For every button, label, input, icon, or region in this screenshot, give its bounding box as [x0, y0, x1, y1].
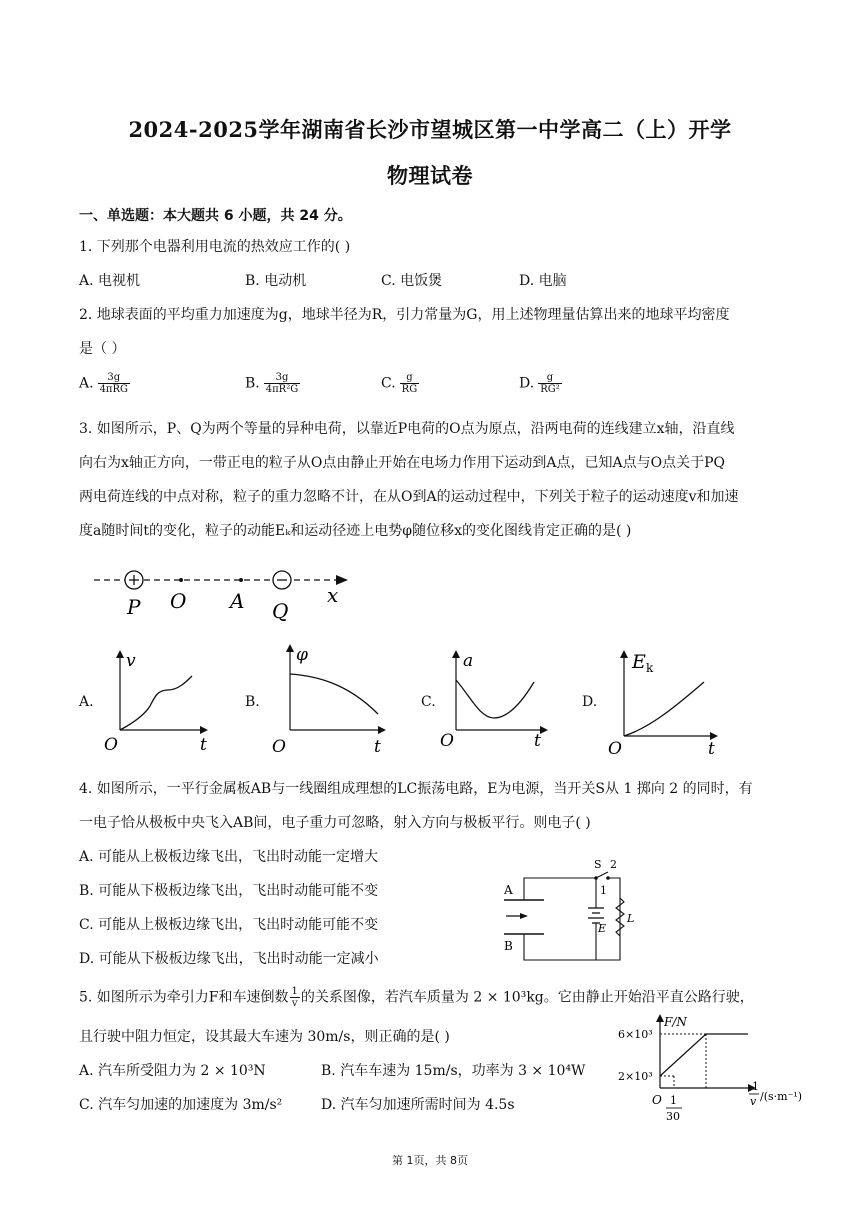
denominator: RG²: [540, 384, 560, 395]
question-1-option-b: B. 电动机: [245, 273, 307, 289]
graph-a-y-label: v: [126, 651, 136, 671]
graph-y-tick-high: 6×10³: [618, 1028, 653, 1041]
question-4-option-a: A. 可能从上极板边缘飞出，飞出时动能一定增大: [79, 849, 379, 865]
fig-label-1: 1: [600, 884, 607, 897]
graph-c-acceleration-time: [438, 646, 554, 752]
question-1-option-d: D. 电脑: [519, 273, 567, 289]
graph-y-axis-label: F/N: [664, 1015, 687, 1029]
denominator: RG: [401, 384, 418, 395]
graph-d-y-label: E: [632, 651, 646, 673]
page-footer: 第 1页，共 8页: [392, 1154, 468, 1167]
graph-d-y-subscript: k: [646, 661, 654, 675]
graph-c-label: C.: [421, 694, 436, 710]
label-a: A: [230, 589, 245, 613]
option-label: B.: [245, 375, 260, 392]
fig-label-s: S: [594, 858, 602, 871]
question-3-line3: 两电荷连线的中点对称，粒子的重力忽略不计，在从O到A的运动过程中，下列关于粒子的运动速度v和加速: [79, 489, 739, 505]
fraction: [98, 372, 130, 395]
exam-title-line1: 2024-2025学年湖南省长沙市望城区第一中学高二（上）开学: [128, 117, 732, 142]
fig-label-l: L: [627, 912, 635, 925]
graph-d-label: D.: [582, 694, 598, 710]
graph-x-label-unit: /(s·m⁻¹): [760, 1090, 803, 1103]
graph-x-label-den: v: [750, 1095, 757, 1108]
question-1-option-a: A. 电视机: [79, 273, 141, 289]
force-curve: [660, 1034, 748, 1076]
option-label: A.: [79, 375, 94, 392]
numerator: 1: [291, 986, 298, 997]
denominator: 4πRG: [99, 384, 129, 395]
question-1-stem: 1. 下列那个电器利用电流的热效应工作的( ): [79, 239, 351, 255]
velocity-curve: [120, 676, 192, 730]
charge-axis-figure: [80, 562, 370, 626]
question-2-option-c: [381, 372, 419, 395]
question-3-line1: 3. 如图所示，P、Q为两个等量的异种电荷，以靠近P电荷的O点为原点，沿两电荷的连线建立x轴，沿直线: [79, 421, 735, 437]
question-4-line2: 一电子恰从极板中央飞入AB间，电子重力可忽略，射入方向与极板平行。则电子( ): [79, 815, 591, 831]
denominator: v: [291, 998, 298, 1009]
graph-b-label: B.: [245, 694, 260, 710]
graph-a-origin: O: [104, 735, 118, 754]
fraction: [538, 372, 562, 395]
kinetic-energy-curve: [624, 682, 704, 736]
question-5-option-b: B. 汽车车速为 15m/s，功率为 3 × 10⁴W: [321, 1063, 586, 1079]
question-3-line4: 度a随时间t的变化，粒子的动能Eₖ和运动径迹上电势φ随位移x的变化图线肯定正确的是( ): [79, 523, 632, 539]
fig-label-e: E: [598, 922, 607, 935]
graph-a-velocity-time: [100, 646, 210, 754]
graph-b-origin: O: [272, 737, 286, 756]
point-o: [179, 578, 183, 582]
label-o: O: [170, 589, 187, 613]
graph-x-tick-den: 30: [666, 1110, 680, 1123]
question-2-option-b: [245, 372, 300, 395]
graph-b-x-label: t: [374, 737, 381, 756]
question-5-option-c: C. 汽车匀加速的加速度为 3m/s²: [79, 1097, 283, 1113]
fig-label-2: 2: [610, 858, 617, 871]
graph-a-label: A.: [79, 694, 94, 710]
fraction-1-over-v: [290, 986, 300, 1009]
fig-label-a: A: [504, 883, 513, 897]
switch-s: [596, 872, 608, 878]
question-2-stem-line2: 是（ ）: [79, 341, 126, 357]
graph-a-x-label: t: [200, 735, 207, 754]
question-5-option-d: D. 汽车匀加速所需时间为 4.5s: [321, 1097, 515, 1113]
q5-text-part1: 5. 如图所示为牵引力F和车速倒数: [79, 989, 289, 1006]
graph-y-tick-low: 2×10³: [618, 1070, 653, 1083]
graph-d-kinetic-energy: [604, 646, 724, 758]
numerator: g: [400, 372, 420, 384]
question-2-option-d: [519, 372, 562, 395]
acceleration-curve: [456, 680, 534, 718]
graph-b-potential: [268, 640, 392, 756]
point-a: [239, 578, 243, 582]
potential-curve: [290, 674, 378, 714]
graph-c-origin: O: [440, 731, 454, 751]
graph-x-tick-num: 1: [670, 1094, 677, 1107]
graph-x-label-num: 1: [752, 1080, 759, 1093]
graph-c-y-label: a: [463, 651, 474, 671]
option-label: D.: [519, 375, 535, 392]
label-q: Q: [272, 599, 289, 623]
question-5-line1: [79, 986, 754, 1009]
question-2-stem-line1: 2. 地球表面的平均重力加速度为g，地球半径为R，引力常量为G，用上述物理量估算出来的地球平均密度: [79, 307, 730, 323]
graph-origin: O: [652, 1093, 662, 1107]
graph-d-x-label: t: [708, 739, 715, 758]
q5-text-part2: 的关系图像，若汽车质量为 2 × 10³kg。它由静止开始沿平直公路行驶，: [300, 989, 754, 1006]
question-4-option-c: C. 可能从上极板边缘飞出，飞出时动能可能不变: [79, 917, 379, 933]
graph-d-origin: O: [608, 739, 622, 758]
question-4-option-d: D. 可能从下极板边缘飞出，飞出时动能一定减小: [79, 951, 379, 967]
question-3-line2: 向右为x轴正方向，一带正电的粒子从O点由静止开始在电场力作用下运动到A点，已知A点与O点关于PQ: [79, 455, 725, 471]
force-inverse-speed-graph: [612, 1010, 818, 1138]
fraction: [400, 372, 420, 395]
section-heading: 一、单选题：本大题共 6 小题，共 24 分。: [79, 208, 352, 224]
question-1-option-c: C. 电饭煲: [381, 273, 443, 289]
numerator: 3g: [264, 372, 300, 384]
numerator: g: [538, 372, 562, 384]
exam-title-line2: 物理试卷: [387, 163, 473, 188]
graph-c-x-label: t: [534, 731, 541, 751]
numerator: 3g: [98, 372, 130, 384]
label-x: x: [327, 583, 339, 607]
question-2-option-a: [79, 372, 130, 395]
question-5-line2: 且行驶中阻力恒定，设其最大车速为 30m/s，则正确的是( ): [79, 1029, 450, 1045]
denominator: 4πR²G: [265, 384, 299, 395]
label-p: P: [127, 595, 141, 619]
option-label: C.: [381, 375, 396, 392]
fraction: [264, 372, 300, 395]
graph-b-y-label: φ: [296, 645, 308, 665]
question-5-option-a: A. 汽车所受阻力为 2 × 10³N: [79, 1063, 266, 1079]
question-4-line1: 4. 如图所示，一平行金属板AB与一线圈组成理想的LC振荡电路，E为电源，当开关S从 1 掷向 2 的同时，有: [79, 781, 753, 797]
fig-label-b: B: [504, 939, 513, 953]
question-4-option-b: B. 可能从下极板边缘飞出，飞出时动能可能不变: [79, 883, 379, 899]
lc-circuit-figure: [500, 858, 640, 968]
